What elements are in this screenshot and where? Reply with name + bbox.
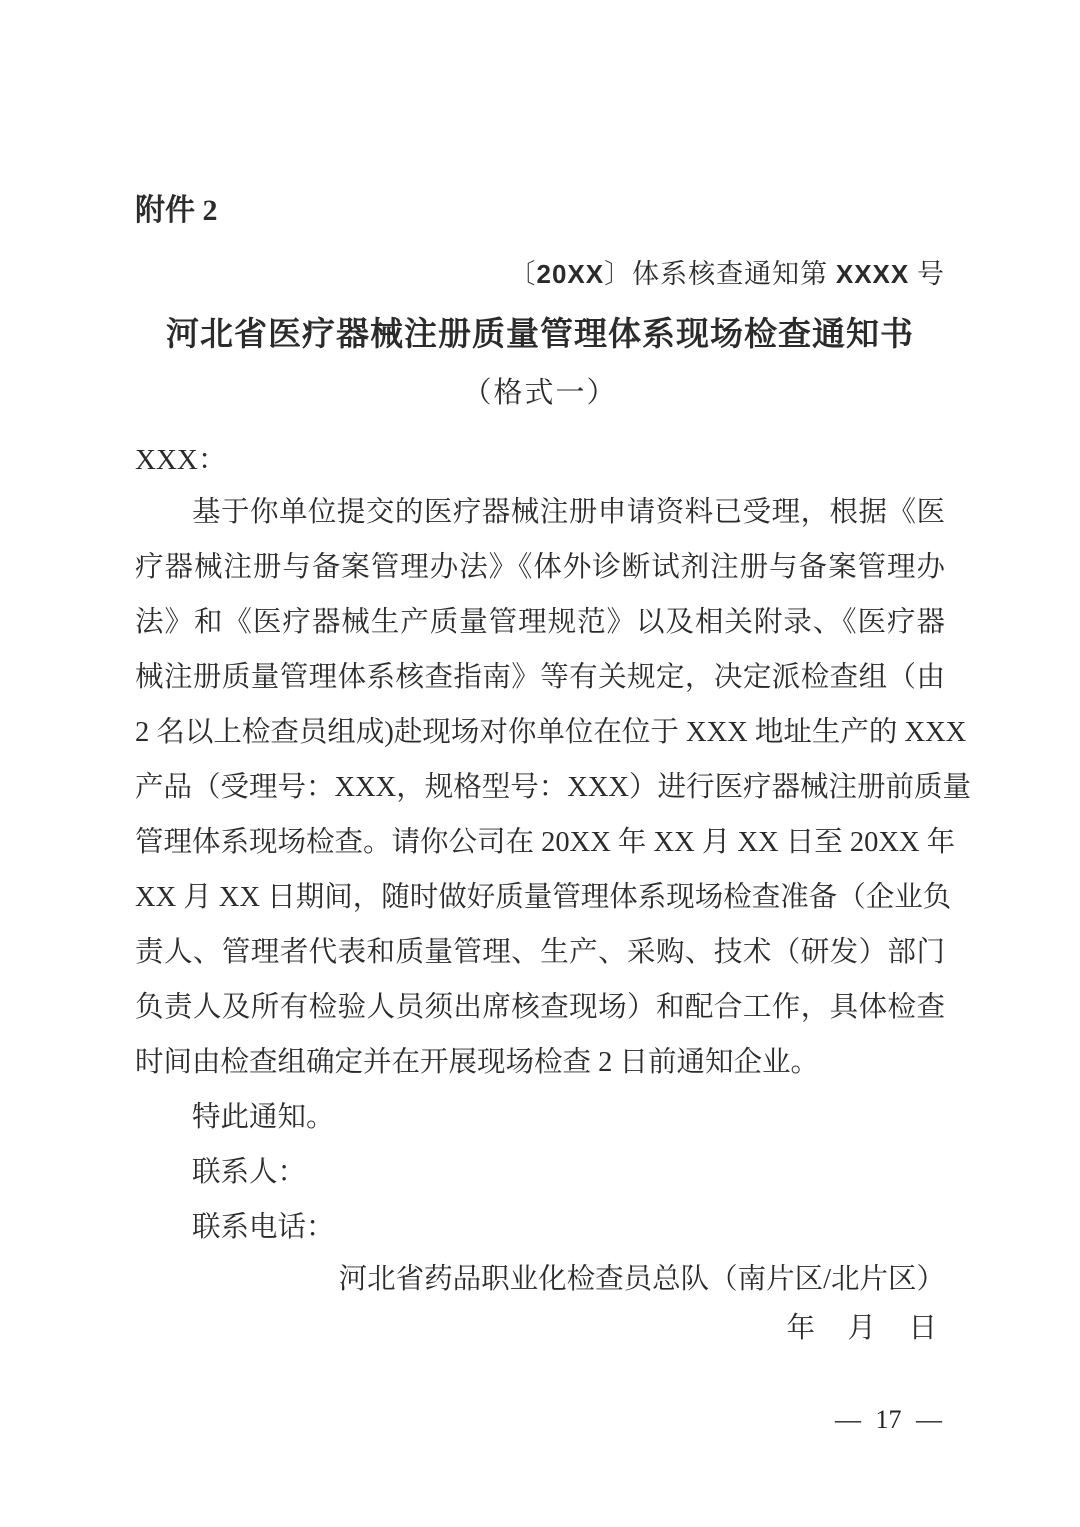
notice-line: 特此通知。 [192,1102,335,1133]
doc-number-year: 20XX [536,259,605,289]
contact-phone-label: 联系电话： [192,1212,335,1243]
date-line: 年 月 日 [786,1313,939,1344]
doc-number-open-bracket: 〔 [508,259,537,289]
body-line: XX 月 XX 日期间，随时做好质量管理体系现场检查准备（企业负 [135,882,952,913]
doc-number-middle: 〕体系核查通知第 [604,259,836,289]
doc-number-suffix: 号 [909,259,945,289]
body-line: 械注册质量管理体系核查指南》等有关规定，决定派检查组（由 [135,662,945,693]
salutation: XXX： [135,444,227,476]
document-title: 河北省医疗器械注册质量管理体系现场检查通知书 [166,317,914,353]
body-line: 时间由检查组确定并在开展现场检查 2 日前通知企业。 [135,1047,820,1078]
format-label: （格式一） [462,377,618,409]
body-line: 产品（受理号：XXX，规格型号：XXX）进行医疗器械注册前质量 [135,772,971,803]
body-line: 疗器械注册与备案管理办法》《体外诊断试剂注册与备案管理办 [135,552,945,583]
issuer-line: 河北省药品职业化检查员总队（南片区/北片区） [338,1264,945,1295]
body-line: 负责人及所有检验人员须出席核查现场）和配合工作，具体检查 [135,992,945,1023]
body-line: 基于你单位提交的医疗器械注册申请资料已受理，根据《医 [192,497,945,528]
body-line: 管理体系现场检查。请你公司在 20XX 年 XX 月 XX 日至 20XX 年 [135,827,956,858]
body-paragraph [135,485,971,1090]
body-line: 责人、管理者代表和质量管理、生产、采购、技术（研发）部门 [135,937,945,968]
contact-person-label: 联系人： [192,1157,307,1188]
page-number: — 17 — [835,1405,942,1434]
doc-number-serial: XXXX [835,259,910,289]
body-line: 法》和《医疗器械生产质量管理规范》以及相关附录、《医疗器 [135,607,945,638]
body-line: 2 名以上检查员组成)赴现场对你单位在位于 XXX 地址生产的 XXX [135,717,967,748]
attachment-label: 附件 2 [135,194,218,227]
doc-number [135,257,945,291]
